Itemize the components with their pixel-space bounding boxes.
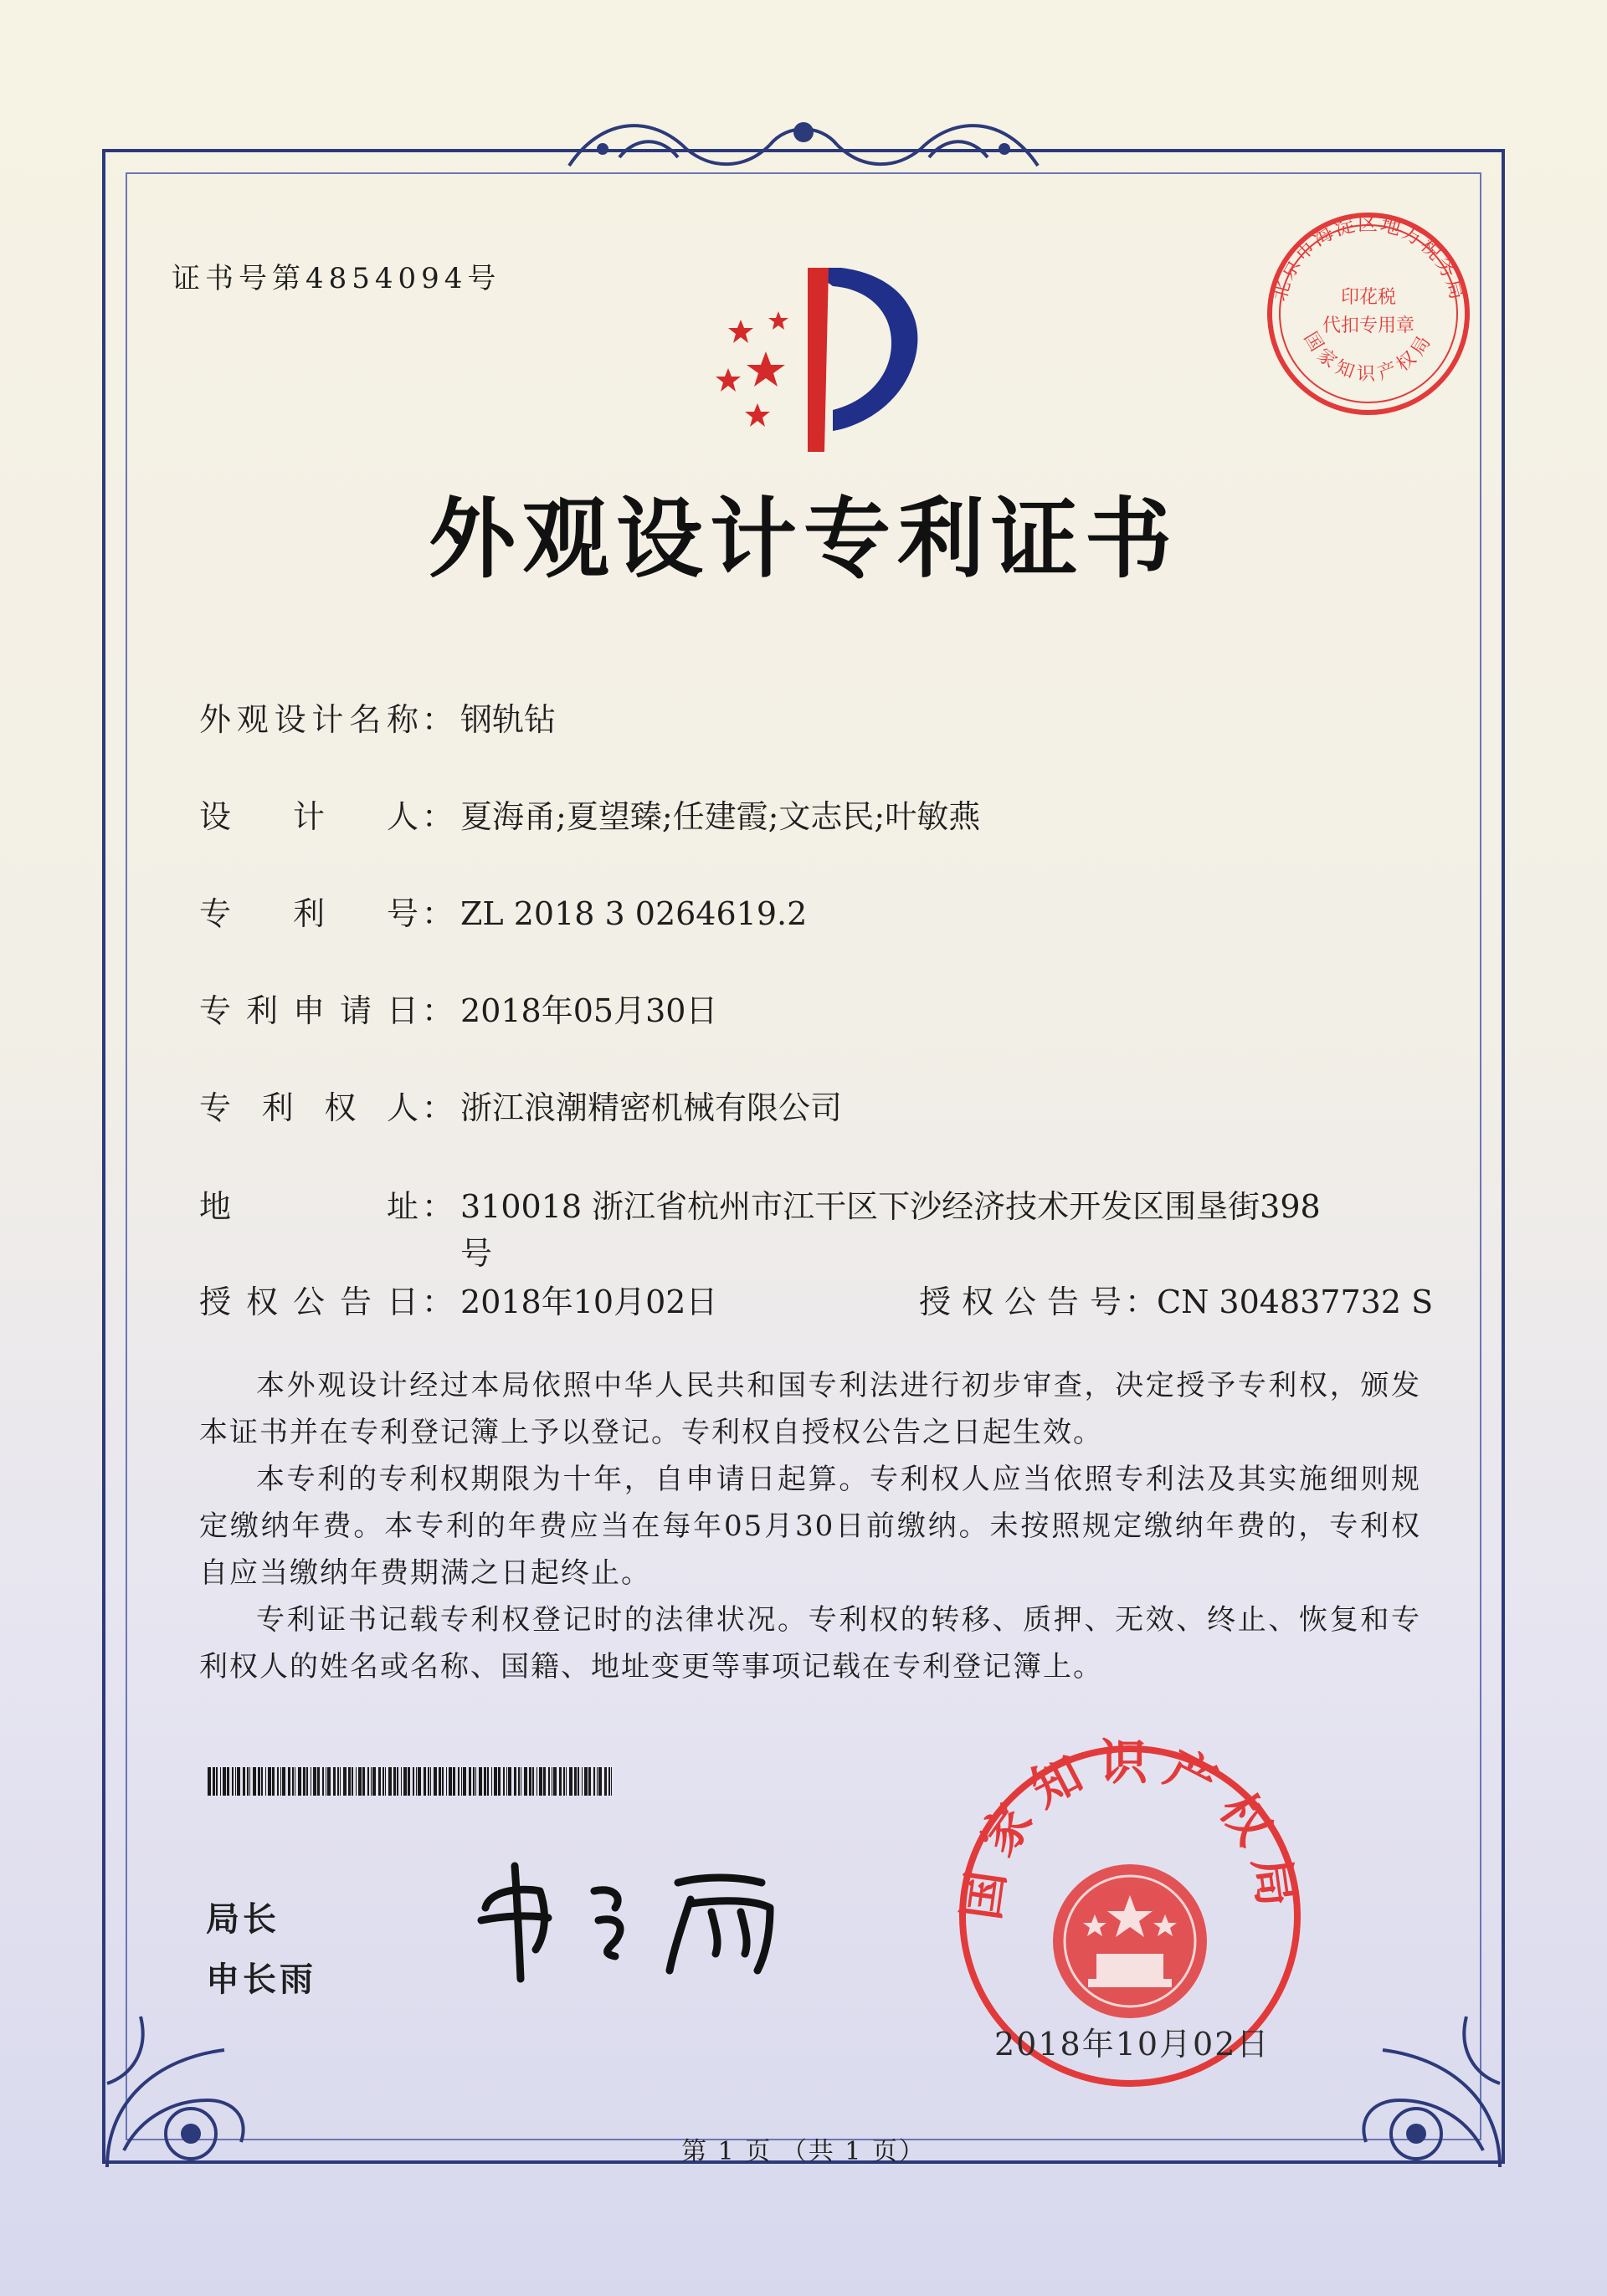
barcode-bar bbox=[529, 1767, 531, 1796]
barcode-bar bbox=[543, 1767, 546, 1796]
barcode-bar bbox=[282, 1767, 285, 1796]
paragraph: 本专利的专利权期限为十年，自申请日起算。专利权人应当依照专利法及其实施细则规定缴纳年费。本专利的年费应当在每年05月30日前缴纳。未按照规定缴纳年费的，专利权自应当缴纳年费期满之日起终止。 bbox=[199, 1463, 1421, 1590]
barcode-bar bbox=[487, 1767, 489, 1796]
field-announcement-date: 授权公告日 ： 2018年10月02日 bbox=[199, 1279, 717, 1325]
barcode-bar bbox=[352, 1767, 353, 1796]
barcode-bar bbox=[348, 1767, 351, 1796]
barcode-bar bbox=[393, 1767, 396, 1796]
barcode-bar bbox=[604, 1767, 607, 1796]
barcode-bar bbox=[337, 1767, 339, 1796]
barcode-bar bbox=[578, 1767, 579, 1796]
svg-text:国家知识产权局 bbox=[1299, 329, 1437, 385]
barcode-bar bbox=[424, 1767, 426, 1796]
barcode-bar bbox=[249, 1767, 250, 1796]
barcode-bar bbox=[247, 1767, 249, 1796]
barcode-bar bbox=[372, 1767, 376, 1796]
barcode-bar bbox=[216, 1767, 218, 1796]
barcode-bar bbox=[388, 1767, 392, 1796]
barcode-bar bbox=[292, 1767, 294, 1796]
barcode-bar bbox=[532, 1767, 534, 1796]
field-label: 专利申请日 bbox=[199, 992, 418, 1029]
barcode-bar bbox=[223, 1767, 226, 1796]
field-value: 钢轨钻 bbox=[460, 701, 557, 738]
barcode-bar bbox=[258, 1767, 260, 1796]
director-signature-icon bbox=[469, 1858, 820, 1983]
barcode-bar bbox=[434, 1767, 437, 1796]
barcode-bar bbox=[498, 1767, 501, 1796]
barcode-bar bbox=[458, 1767, 460, 1796]
tax-stamp-icon bbox=[1255, 201, 1481, 427]
field-designer: 设计人 ： 夏海甬;夏望臻;任建霞;文志民;叶敏燕 bbox=[199, 793, 980, 840]
barcode-bar bbox=[514, 1767, 516, 1796]
barcode-bar bbox=[416, 1767, 417, 1796]
barcode-bar bbox=[303, 1767, 305, 1796]
barcode-bar bbox=[524, 1767, 527, 1796]
barcode-bar bbox=[563, 1767, 565, 1796]
field-label: 授权公告号 bbox=[919, 1284, 1122, 1320]
barcode-bar bbox=[227, 1767, 229, 1796]
barcode-bar bbox=[574, 1767, 577, 1796]
barcode-bar bbox=[484, 1767, 486, 1796]
barcode-bar bbox=[378, 1767, 381, 1796]
barcode-bar bbox=[611, 1767, 612, 1796]
field-announcement-number: 授权公告号 ：CN 304837732 S bbox=[919, 1279, 1433, 1325]
barcode-bar bbox=[473, 1767, 475, 1796]
barcode-bar bbox=[439, 1767, 441, 1796]
barcode-bar bbox=[597, 1767, 598, 1796]
tax-stamp-bottom-text: 国家知识产权局 bbox=[1299, 328, 1438, 385]
field-value: 310018 浙江省杭州市江干区下沙经济技术开发区围垦街398号 bbox=[460, 1188, 1321, 1272]
barcode-bar bbox=[518, 1767, 520, 1796]
barcode-bar bbox=[598, 1767, 602, 1796]
field-filing-date: 专利申请日 ： 2018年05月30日 bbox=[199, 987, 717, 1034]
barcode-bar bbox=[277, 1767, 279, 1796]
barcode-bar bbox=[453, 1767, 455, 1796]
barcode-bar bbox=[340, 1767, 341, 1796]
barcode-bar bbox=[313, 1767, 316, 1796]
tax-stamp-inner-text-1: 印花税 bbox=[1340, 287, 1397, 308]
barcode-bar bbox=[491, 1767, 492, 1796]
barcode-bar bbox=[548, 1767, 550, 1796]
barcode-bar bbox=[430, 1767, 431, 1796]
barcode-bar bbox=[358, 1767, 362, 1796]
field-label: 地址 bbox=[199, 1188, 418, 1225]
barcode-bar bbox=[333, 1767, 336, 1796]
paragraph: 专利证书记载专利权登记时的法律状况。专利权的转移、质押、无效、终止、恢复和专利权人的姓名或名称、国籍、地址变更等事项记载在专利登记簿上。 bbox=[199, 1603, 1421, 1684]
barcode-bar bbox=[371, 1767, 372, 1796]
barcode-bar bbox=[253, 1767, 256, 1796]
barcode-bar bbox=[428, 1767, 429, 1796]
barcode-bar bbox=[362, 1767, 365, 1796]
barcode-bar bbox=[356, 1767, 357, 1796]
barcode-bar bbox=[442, 1767, 444, 1796]
barcode-bar bbox=[508, 1767, 511, 1796]
field-value: 2018年05月30日 bbox=[460, 992, 718, 1029]
barcode-bar bbox=[463, 1767, 466, 1796]
barcode-bar bbox=[588, 1767, 591, 1796]
barcode-bar bbox=[298, 1767, 301, 1796]
field-value: 2018年10月02日 bbox=[460, 1284, 718, 1320]
barcode-bar bbox=[449, 1767, 452, 1796]
certificate-number: 证书号第4854094号 bbox=[172, 262, 501, 295]
barcode-bar bbox=[506, 1767, 507, 1796]
seal-date: 2018年10月02日 bbox=[994, 2026, 1271, 2063]
barcode-bar bbox=[232, 1767, 234, 1796]
barcode-bar bbox=[317, 1767, 320, 1796]
barcode-bar bbox=[569, 1767, 572, 1796]
barcode-bar bbox=[220, 1767, 221, 1796]
barcode-bar bbox=[237, 1767, 240, 1796]
field-label: 外观设计名称 bbox=[199, 701, 418, 738]
barcode-bar bbox=[367, 1767, 369, 1796]
barcode-bar bbox=[306, 1767, 308, 1796]
barcode-bar bbox=[539, 1767, 542, 1796]
barcode-bar bbox=[265, 1767, 266, 1796]
field-design-name: 外观设计名称 ： 钢轨钻 bbox=[199, 696, 556, 743]
field-label: 专利权人 bbox=[199, 1089, 418, 1126]
barcode-bar bbox=[261, 1767, 263, 1796]
barcode-bar bbox=[479, 1767, 482, 1796]
barcode-bar bbox=[385, 1767, 386, 1796]
barcode-bar bbox=[593, 1767, 595, 1796]
official-seal-text: 国家知识产权局 bbox=[952, 1733, 1308, 1924]
barcode-bar bbox=[461, 1767, 462, 1796]
field-patent-number: 专利号 ： ZL 2018 3 0264619.2 bbox=[199, 890, 807, 937]
barcode-bar bbox=[243, 1767, 245, 1796]
field-address: 地址 ： 310018 浙江省杭州市江干区下沙经济技术开发区围垦街398号 bbox=[199, 1183, 1348, 1277]
field-value: 浙江浪潮精密机械有限公司 bbox=[460, 1089, 843, 1126]
body-paragraphs bbox=[199, 1362, 1421, 1690]
barcode-bar bbox=[475, 1767, 476, 1796]
barcode-bar bbox=[327, 1767, 331, 1796]
barcode-bar bbox=[469, 1767, 471, 1796]
barcode-bar bbox=[280, 1767, 281, 1796]
patent-office-emblem-icon bbox=[682, 259, 933, 460]
field-label: 设计人 bbox=[199, 798, 418, 835]
barcode-bar bbox=[559, 1767, 562, 1796]
barcode-bar bbox=[418, 1767, 421, 1796]
barcode-bar bbox=[503, 1767, 505, 1796]
tax-stamp-outer-text: 北京市海淀区地方税务局 bbox=[1266, 211, 1471, 304]
barcode-bar bbox=[401, 1767, 402, 1796]
barcode-bar bbox=[397, 1767, 398, 1796]
page-number: 第 1 页 （共 1 页） bbox=[681, 2137, 926, 2166]
paragraph: 本外观设计经过本局依照中华人民共和国专利法进行初步审查，决定授予专利权，颁发本证书并在专利登记簿上予以登记。专利权自授权公告之日起生效。 bbox=[199, 1369, 1421, 1449]
barcode-icon bbox=[208, 1767, 618, 1796]
field-label: 专利号 bbox=[199, 895, 418, 932]
barcode-bar bbox=[288, 1767, 290, 1796]
barcode-bar bbox=[272, 1767, 275, 1796]
director-name: 申长雨 bbox=[206, 1960, 316, 1999]
barcode-bar bbox=[584, 1767, 588, 1796]
barcode-bar bbox=[268, 1767, 271, 1796]
barcode-bar bbox=[382, 1767, 384, 1796]
barcode-bar bbox=[582, 1767, 583, 1796]
barcode-bar bbox=[608, 1767, 610, 1796]
field-value: CN 304837732 S bbox=[1157, 1284, 1434, 1320]
field-patentee: 专利权人 ： 浙江浪潮精密机械有限公司 bbox=[199, 1084, 842, 1131]
director-title: 局长 bbox=[206, 1900, 280, 1939]
barcode-bar bbox=[235, 1767, 236, 1796]
field-value: ZL 2018 3 0264619.2 bbox=[460, 895, 808, 932]
barcode-bar bbox=[566, 1767, 567, 1796]
top-ornament-icon bbox=[552, 99, 1055, 191]
barcode-bar bbox=[553, 1767, 557, 1796]
barcode-bar bbox=[408, 1767, 410, 1796]
barcode-bar bbox=[343, 1767, 347, 1796]
barcode-bar bbox=[413, 1767, 414, 1796]
barcode-bar bbox=[446, 1767, 447, 1796]
certificate-title: 外观设计专利证书 bbox=[428, 488, 1178, 590]
field-value: 夏海甬;夏望臻;任建霞;文志民;叶敏燕 bbox=[460, 798, 981, 835]
barcode-bar bbox=[213, 1767, 215, 1796]
barcode-bar bbox=[322, 1767, 324, 1796]
field-label: 授权公告日 bbox=[199, 1284, 418, 1320]
tax-stamp-inner-text-2: 代扣专用章 bbox=[1322, 315, 1415, 336]
barcode-bar bbox=[403, 1767, 407, 1796]
barcode-bar bbox=[494, 1767, 497, 1796]
barcode-bar bbox=[208, 1767, 211, 1796]
